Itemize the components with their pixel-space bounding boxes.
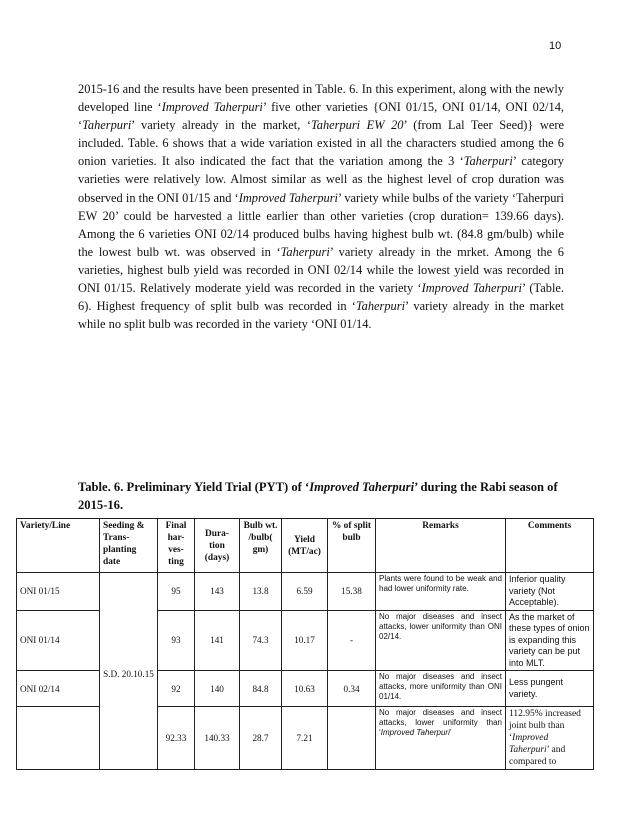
header-seeding: Seeding & Trans-planting date [100,519,158,573]
cell-remarks: No major diseases and insect attacks, lower uniformity than ‘Improved Taherpuri’ [376,707,506,770]
cell-remarks: Plants were found to be weak and had lower uniformity rate. [376,573,506,611]
cell-comments: Inferior quality variety (Not Acceptable). [506,573,594,611]
cell-split: 0.34 [328,671,376,707]
cell-split: - [328,610,376,671]
cell-remarks: No major diseases and insect attacks, lower uniformity than ONI 02/14. [376,610,506,671]
cell-comments: 112.95% increased joint bulb than ‘Improved Taherpuri’ and compared to [506,707,594,770]
table-caption: Table. 6. Preliminary Yield Trial (PYT) of ‘Improved Taherpuri’ during the Rabi season of 2015-16. [78,480,558,512]
cell-variety: ONI 01/15 [17,573,100,611]
header-duration: Dura-tion (days) [195,519,240,573]
cell-variety: ONI 02/14 [17,671,100,707]
cell-comments: As the market of these types of onion is expanding this variety can be put into MLT. [506,610,594,671]
cell-bulb-wt: 13.8 [240,573,282,611]
cell-seeding-date: S.D. 20.10.15 [100,573,158,770]
cell-split: 15.38 [328,573,376,611]
cell-bulb-wt: 84.8 [240,671,282,707]
header-bulb-wt: Bulb wt. /bulb( gm) [240,519,282,573]
cell-yield: 7.21 [282,707,328,770]
cell-duration: 140.33 [195,707,240,770]
header-remarks: Remarks [376,519,506,573]
cell-final: 95 [158,573,195,611]
cell-duration: 140 [195,671,240,707]
cell-final: 92 [158,671,195,707]
header-split-bulb: % of split bulb [328,519,376,573]
cell-yield: 10.63 [282,671,328,707]
yield-trial-table [16,518,594,770]
header-comments: Comments [506,519,594,573]
cell-variety: ONI 01/14 [17,610,100,671]
table-row [17,573,594,611]
header-variety: Variety/Line [17,519,100,573]
header-yield: Yield (MT/ac) [282,519,328,573]
cell-bulb-wt: 74.3 [240,610,282,671]
page-number: 10 [549,40,562,52]
table-header-row [17,519,594,573]
cell-split [328,707,376,770]
cell-variety [17,707,100,770]
cell-yield: 6.59 [282,573,328,611]
cell-duration: 141 [195,610,240,671]
header-final-harvesting: Final har-ves-ting [158,519,195,573]
cell-final: 92.33 [158,707,195,770]
cell-remarks: No major diseases and insect attacks, more uniformity than ONI 01/14. [376,671,506,707]
cell-duration: 143 [195,573,240,611]
cell-comments: Less pungent variety. [506,671,594,707]
cell-bulb-wt: 28.7 [240,707,282,770]
cell-yield: 10.17 [282,610,328,671]
cell-final: 93 [158,610,195,671]
paragraph-text: 2015-16 and the results have been presented in Table. 6. In this experiment, along with the newly developed line ‘Improved Taherpuri’ five other varieties {ONI 01/15, ONI 01/14, ONI 02/14, ‘Taherpuri’ variety already in the market, ‘Taherpuri EW 20’ (from Lal Teer Seed)} were included. Table. 6 shows that a wide variation existed in all the characters studied among the 6 onion varieties. It also indicated the fact that the variation among the 3 ‘Taherpuri’ category varieties were relatively low. Almost similar as well as the highest level of crop duration was observed in the ONI 01/15 and ‘Improved Taherpuri’ variety while bulbs of the variety ‘Taherpuri EW 20’ could be harvested a little earlier than other varieties (crop duration= 139.66 days). Among the 6 varieties ONI 02/14 produced bulbs having highest bulb wt. (84.8 gm/bulb) while the lowest bulb wt. was observed in ‘Taherpuri’ variety already in the mrket. Among the 6 varieties, highest bulb yield was recorded in ONI 02/14 while the lowest yield was recorded in ONI 01/15. Relatively moderate yield was recorded in the variety ‘Improved Taherpuri’ (Table. 6). Highest frequency of split bulb was recorded in ‘Taherpuri’ variety already in the market while no split bulb was recorded in the variety ‘ONI 01/14. [78,82,564,332]
body-paragraph [78,80,564,333]
